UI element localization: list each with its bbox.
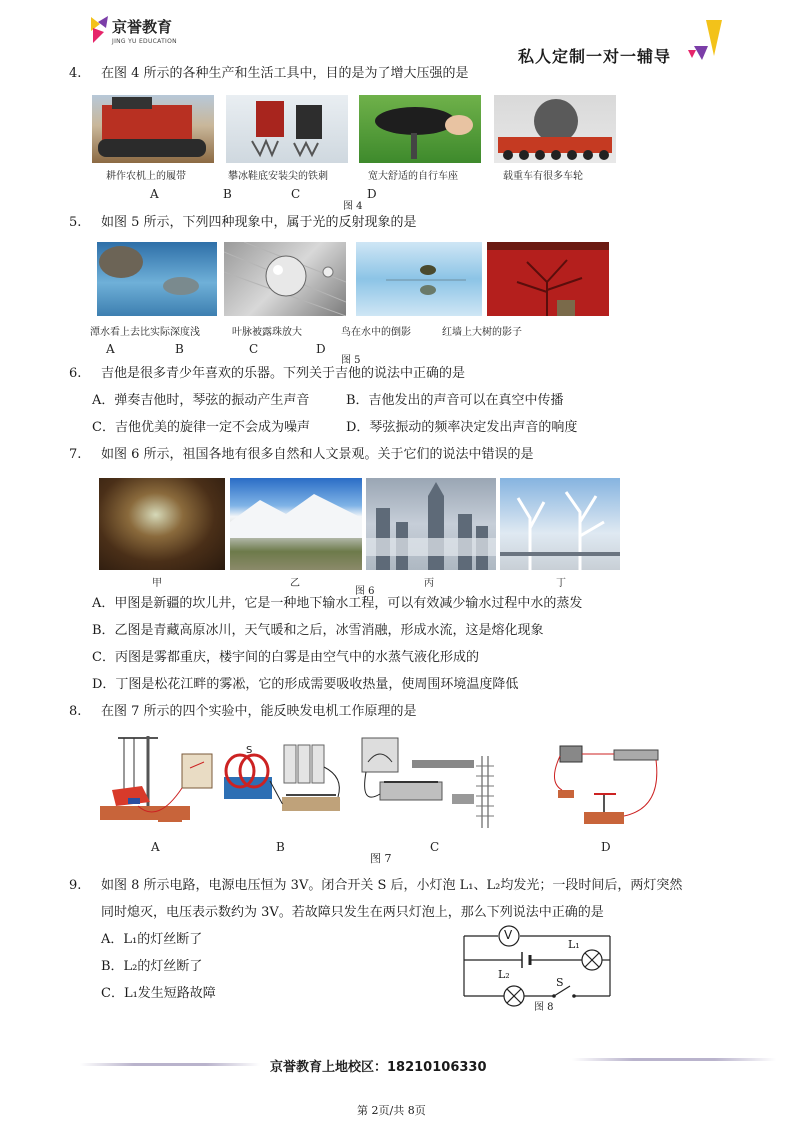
q4-photo-b	[226, 95, 348, 163]
q7-figure-label: 图 6	[355, 586, 375, 597]
voltmeter-label: V	[504, 928, 513, 942]
q4-photo-a	[92, 95, 214, 163]
q7-label-ding: 丁	[556, 578, 566, 589]
q9-option-c: C．L₁发生短路故障	[101, 986, 216, 1001]
l2-label: L₂	[498, 968, 510, 981]
q5-photo-a	[97, 242, 217, 316]
switch-label: S	[556, 976, 564, 989]
q8-apparatus-c	[356, 736, 504, 836]
q6-text: 吉他是很多青少年喜欢的乐器。下列关于吉他的说法中正确的是	[101, 366, 466, 381]
q6-option-b: B．吉他发出的声音可以在真空中传播	[346, 393, 564, 408]
q8-number: 8.	[69, 704, 82, 719]
q5-photo-c	[356, 242, 482, 316]
q8-figure-label: 图 7	[370, 852, 392, 865]
q4-photo-c	[359, 95, 481, 163]
q7-label-yi: 乙	[290, 578, 300, 589]
q8-letter-a: A	[151, 840, 160, 854]
q5-letter-b: B	[175, 342, 184, 356]
q7-photo-yi	[230, 478, 362, 570]
q7-photo-ding	[500, 478, 620, 570]
q9-figure-label: 图 8	[534, 1002, 554, 1013]
q4-letter-d: D	[367, 187, 377, 201]
q5-photo-d	[487, 242, 609, 316]
q4-caption-c: 宽大舒适的自行车座	[368, 171, 458, 182]
q9-line1: 如图 8 所示电路，电源电压恒为 3V。闭合开关 S 后，小灯泡 L₁、L₂均发光；一段时间后，两灯突然	[101, 878, 683, 893]
q4-text: 在图 4 所示的各种生产和生活工具中，目的是为了增大压强的是	[101, 66, 469, 81]
q7-option-b: B．乙图是青藏高原冰川，天气暖和之后，冰雪消融，形成水流，这是熔化现象	[92, 623, 544, 638]
q8-text: 在图 7 所示的四个实验中，能反映发电机工作原理的是	[101, 704, 417, 719]
q9-line2: 同时熄灭，电压表示数约为 3V。若故障只发生在两只灯泡上，那么下列说法中正确的是	[101, 905, 604, 920]
q4-caption-a: 耕作农机上的履带	[106, 171, 186, 182]
q5-letter-d: D	[316, 342, 326, 356]
q7-text: 如图 6 所示，祖国各地有很多自然和人文景观。关于它们的说法中错误的是	[101, 447, 534, 462]
q5-caption-d: 红墙上大树的影子	[442, 327, 522, 338]
logo-text: 京誉教育	[112, 18, 173, 36]
q7-number: 7.	[69, 447, 82, 462]
q9-option-a: A．L₁的灯丝断了	[101, 932, 203, 947]
slogan-decoration-icon	[688, 20, 724, 62]
q4-photo-d	[494, 95, 616, 163]
q5-letter-c: C	[249, 342, 259, 356]
q4-letter-c: C	[291, 187, 301, 201]
svg-text:S: S	[246, 745, 253, 756]
q6-number: 6.	[69, 366, 82, 381]
q6-option-d: D．琴弦振动的频率决定发出声音的响度	[346, 420, 578, 435]
q8-letter-d: D	[601, 840, 611, 854]
q8-letter-b: B	[276, 840, 285, 854]
q5-caption-b: 叶脉被露珠放大	[232, 327, 302, 338]
footer-divider-left	[80, 1063, 260, 1066]
q6-option-a: A．弹奏吉他时，琴弦的振动产生声音	[92, 393, 310, 408]
l1-label: L₁	[568, 938, 580, 951]
q4-figure-label: 图 4	[343, 201, 363, 212]
q8-apparatus-b	[220, 737, 348, 833]
q7-label-bing: 丙	[424, 578, 434, 589]
q8-apparatus-d	[548, 742, 662, 830]
q5-caption-a: 潭水看上去比实际深度浅	[90, 327, 200, 338]
q4-caption-d: 载重车有很多车轮	[503, 171, 583, 182]
q7-photo-bing	[366, 478, 496, 570]
q7-option-c: C．丙图是雾都重庆，楼宇间的白雾是由空气中的水蒸气液化形成的	[92, 650, 479, 665]
logo-subtitle: JING YU EDUCATION	[112, 38, 177, 45]
q7-photo-jia	[99, 478, 225, 570]
footer-divider-right	[572, 1058, 776, 1061]
q7-option-d: D．丁图是松花江畔的雾凇，它的形成需要吸收热量，使周围环境温度降低	[92, 677, 519, 692]
q5-text: 如图 5 所示，下列四种现象中，属于光的反射现象的是	[101, 215, 417, 230]
header-logo	[88, 14, 198, 50]
q9-number: 9.	[69, 878, 82, 893]
q4-number: 4.	[69, 66, 82, 81]
q4-letter-b: B	[223, 187, 232, 201]
q5-letter-a: A	[106, 342, 115, 356]
q4-letter-a: A	[150, 187, 159, 201]
q7-label-jia: 甲	[152, 578, 162, 589]
q5-figure-label: 图 5	[341, 355, 361, 366]
page-number: 第 2页/共 8页	[357, 1104, 426, 1117]
slogan: 私人定制一对一辅导	[518, 47, 672, 66]
q5-caption-c: 鸟在水中的倒影	[341, 327, 411, 338]
q5-photo-b	[224, 242, 346, 316]
q8-apparatus-a	[98, 732, 216, 828]
footer-contact: 京誉教育上地校区：18210106330	[270, 1060, 487, 1075]
q9-option-b: B．L₂的灯丝断了	[101, 959, 203, 974]
logo-icon	[88, 14, 110, 44]
q8-letter-c: C	[430, 840, 440, 854]
q5-number: 5.	[69, 215, 82, 230]
q6-option-c: C．吉他优美的旋律一定不会成为噪声	[92, 420, 310, 435]
q7-option-a: A．甲图是新疆的坎儿井，它是一种地下输水工程，可以有效减少输水过程中水的蒸发	[92, 596, 583, 611]
q4-caption-b: 攀冰鞋底安装尖的铁刺	[228, 171, 328, 182]
